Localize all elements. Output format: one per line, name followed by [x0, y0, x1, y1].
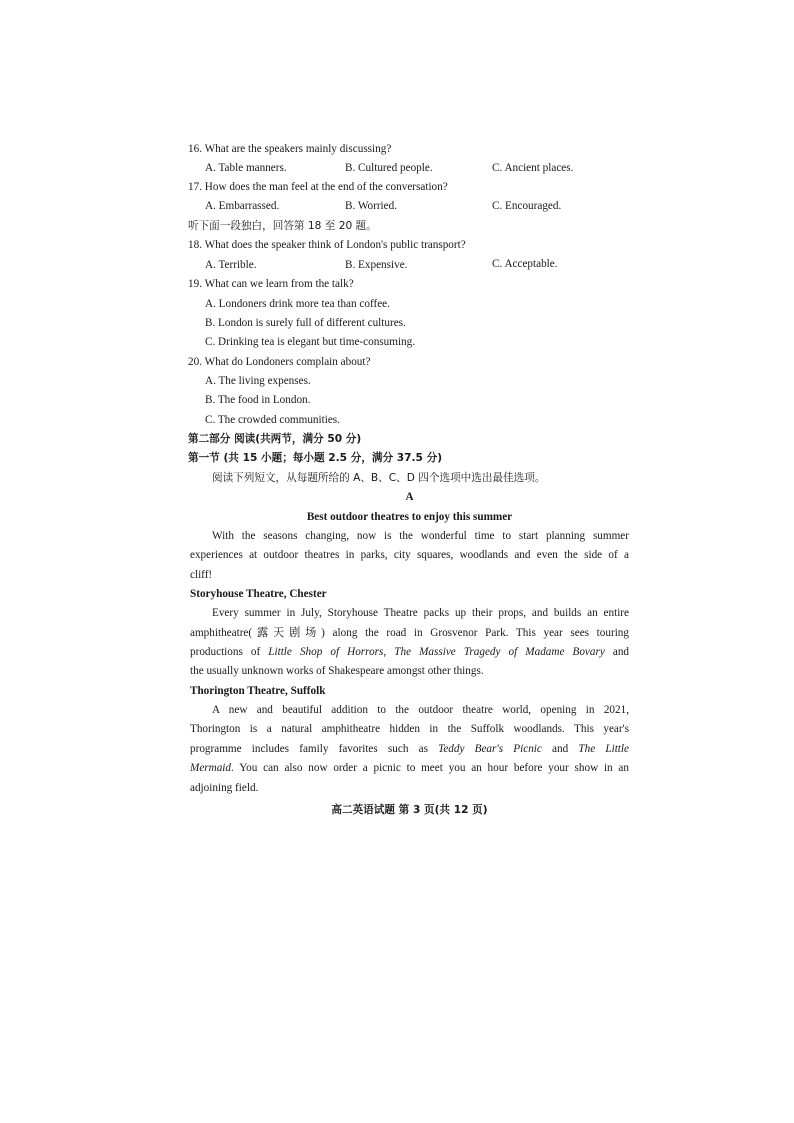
storyhouse-line-3-post: and: [604, 646, 630, 658]
intro-line-1: With the seasons changing, now is the wonderful time to start planning summer: [212, 530, 629, 542]
listening-instruction: 听下面一段独白，回答第 18 至 20 题。: [188, 220, 377, 232]
question-16-option-c: C. Ancient places.: [492, 162, 574, 174]
show-title-madame-bovary: The Massive Tragedy of Madame Bovary: [394, 646, 605, 658]
question-20-option-c: C. The crowded communities.: [205, 414, 340, 426]
intro-line-3: cliff!: [190, 569, 213, 581]
question-19-option-c: C. Drinking tea is elegant but time-consuming.: [205, 336, 416, 348]
storyhouse-line-3-mid: ,: [383, 646, 395, 658]
thorington-line-1: A new and beautiful addition to the outdoor theatre world, opening in 2021,: [212, 704, 629, 716]
storyhouse-line-3: [190, 645, 629, 659]
question-17-option-b: B. Worried.: [345, 200, 398, 212]
question-16-stem: 16. What are the speakers mainly discussing?: [188, 143, 392, 155]
intro-line-2: experiences at outdoor theatres in parks, city squares, woodlands and even the side of a: [190, 549, 629, 561]
question-18-option-a: A. Terrible.: [205, 259, 257, 271]
passage-letter: A: [405, 491, 414, 503]
question-18-option-b: B. Expensive.: [345, 259, 408, 271]
passage-title: Best outdoor theatres to enjoy this summer: [306, 511, 513, 523]
show-title-little-mermaid-part1: The Little: [578, 743, 629, 755]
question-19-option-a: A. Londoners drink more tea than coffee.: [205, 298, 390, 310]
question-17-option-a: A. Embarrassed.: [205, 200, 280, 212]
show-title-little-mermaid-part2: Mermaid: [190, 762, 232, 774]
thorington-line-2: Thorington is a natural amphitheatre hidden in the Suffolk woodlands. This year's: [190, 723, 629, 735]
storyhouse-line-4: the usually unknown works of Shakespeare amongst other things.: [190, 665, 484, 677]
thorington-heading: Thorington Theatre, Suffolk: [190, 685, 326, 697]
question-17-stem: 17. How does the man feel at the end of the conversation?: [188, 181, 448, 193]
storyhouse-line-1: Every summer in July, Storyhouse Theatre packs up their props, and builds an entire: [212, 607, 629, 619]
question-20-option-b: B. The food in London.: [205, 394, 311, 406]
reading-instruction: 阅读下列短文，从每题所给的 A、B、C、D 四个选项中选出最佳选项。: [212, 472, 546, 484]
part-two-heading: 第二部分 阅读(共两节，满分 50 分): [188, 433, 362, 445]
question-17-option-c: C. Encouraged.: [492, 200, 562, 212]
show-title-teddy-bear: Teddy Bear's Picnic: [438, 743, 542, 755]
question-19-stem: 19. What can we learn from the talk?: [188, 278, 354, 290]
show-title-little-shop: Little Shop of Horrors: [268, 646, 384, 658]
storyhouse-line-2: amphitheatre(露天剧场) along the road in Grosvenor Park. This year sees touring: [190, 627, 629, 639]
section-one-heading: 第一节 (共 15 小题；每小题 2.5 分，满分 37.5 分): [188, 452, 443, 464]
question-18-stem: 18. What does the speaker think of London's public transport?: [188, 239, 466, 251]
thorington-line-3-pre: programme includes family favorites such as: [190, 743, 439, 755]
question-16-option-a: A. Table manners.: [205, 162, 287, 174]
storyhouse-line-3-pre: productions of: [190, 646, 269, 658]
storyhouse-heading: Storyhouse Theatre, Chester: [190, 588, 327, 600]
question-16-option-b: B. Cultured people.: [345, 162, 433, 174]
question-20-option-a: A. The living expenses.: [205, 375, 311, 387]
question-20-stem: 20. What do Londoners complain about?: [188, 356, 371, 368]
page-footer: 高二英语试题 第 3 页(共 12 页): [331, 804, 488, 816]
question-19-option-b: B. London is surely full of different cultures.: [205, 317, 406, 329]
thorington-line-3: [190, 742, 629, 756]
question-18-option-c: C. Acceptable.: [492, 258, 558, 270]
thorington-line-4: [190, 761, 629, 775]
thorington-line-3-mid: and: [541, 743, 579, 755]
thorington-line-4-post: . You can also now order a picnic to meet you an hour before your show in an: [231, 762, 629, 774]
thorington-line-5: adjoining field.: [190, 782, 259, 794]
